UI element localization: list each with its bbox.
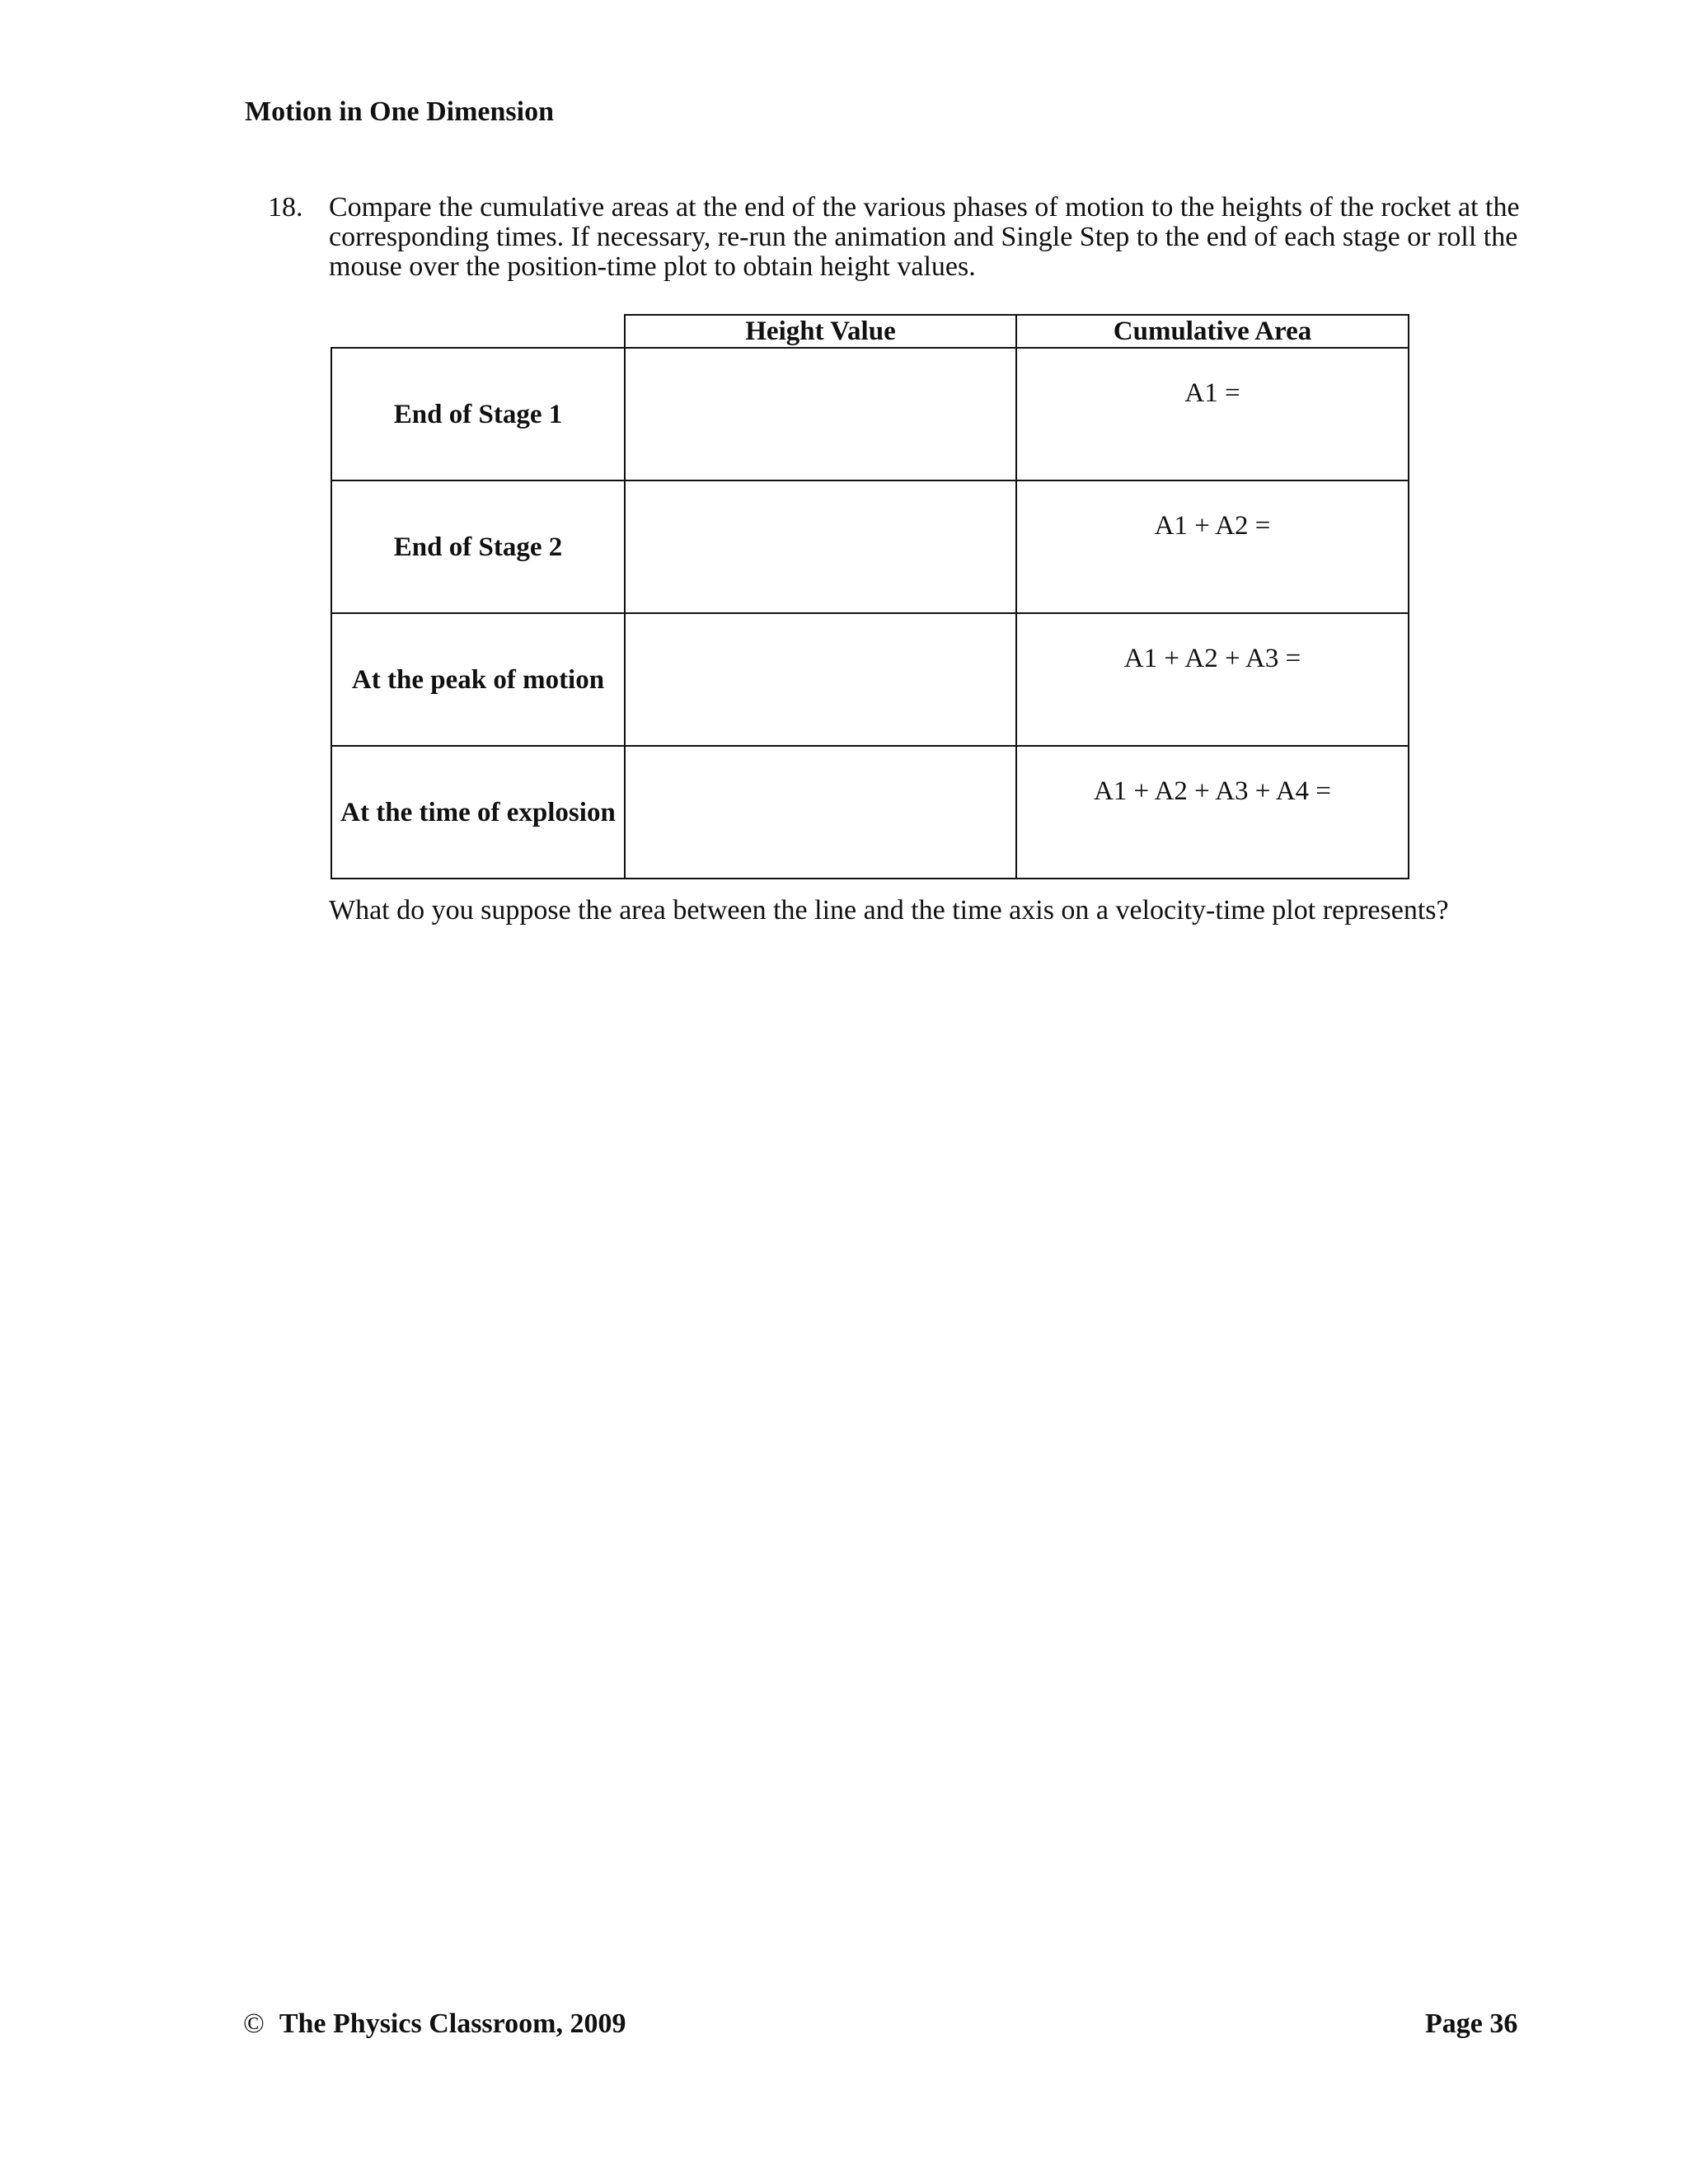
column-header-area: Cumulative Area (1015, 314, 1409, 349)
column-header-height: Height Value (624, 314, 1017, 349)
height-input-cell[interactable] (624, 612, 1017, 747)
followup-question: What do you suppose the area between the line and the time axis on a velocity-time plot represents? (329, 895, 1449, 926)
area-cell: A1 + A2 = (1015, 480, 1409, 614)
question-block (268, 193, 1521, 282)
row-label-stage-2: End of Stage 2 (331, 480, 626, 614)
height-input-cell[interactable] (624, 480, 1017, 614)
footer-copyright (243, 2008, 626, 2040)
footer-copyright-text: The Physics Classroom, 2009 (279, 2008, 626, 2039)
area-cell: A1 = (1015, 347, 1409, 481)
area-cell: A1 + A2 + A3 = (1015, 612, 1409, 747)
data-table (331, 314, 1409, 879)
copyright-icon: © (243, 2008, 265, 2039)
height-input-cell[interactable] (624, 745, 1017, 879)
question-number: 18. (268, 192, 303, 223)
row-label-stage-1: End of Stage 1 (331, 347, 626, 481)
page-header-title: Motion in One Dimension (245, 96, 554, 127)
question-text: Compare the cumulative areas at the end of the various phases of motion to the heights of the rocket at the corresponding times. If necessary, re-run the animation and Single Step to the end of each stage or roll the mouse over the position-time plot to obtain height values. (329, 192, 1520, 282)
area-cell: A1 + A2 + A3 + A4 = (1015, 745, 1409, 879)
row-label-peak: At the peak of motion (331, 612, 626, 747)
height-input-cell[interactable] (624, 347, 1017, 481)
row-label-explosion: At the time of explosion (331, 745, 626, 879)
page-number: Page 36 (1425, 2008, 1518, 2039)
